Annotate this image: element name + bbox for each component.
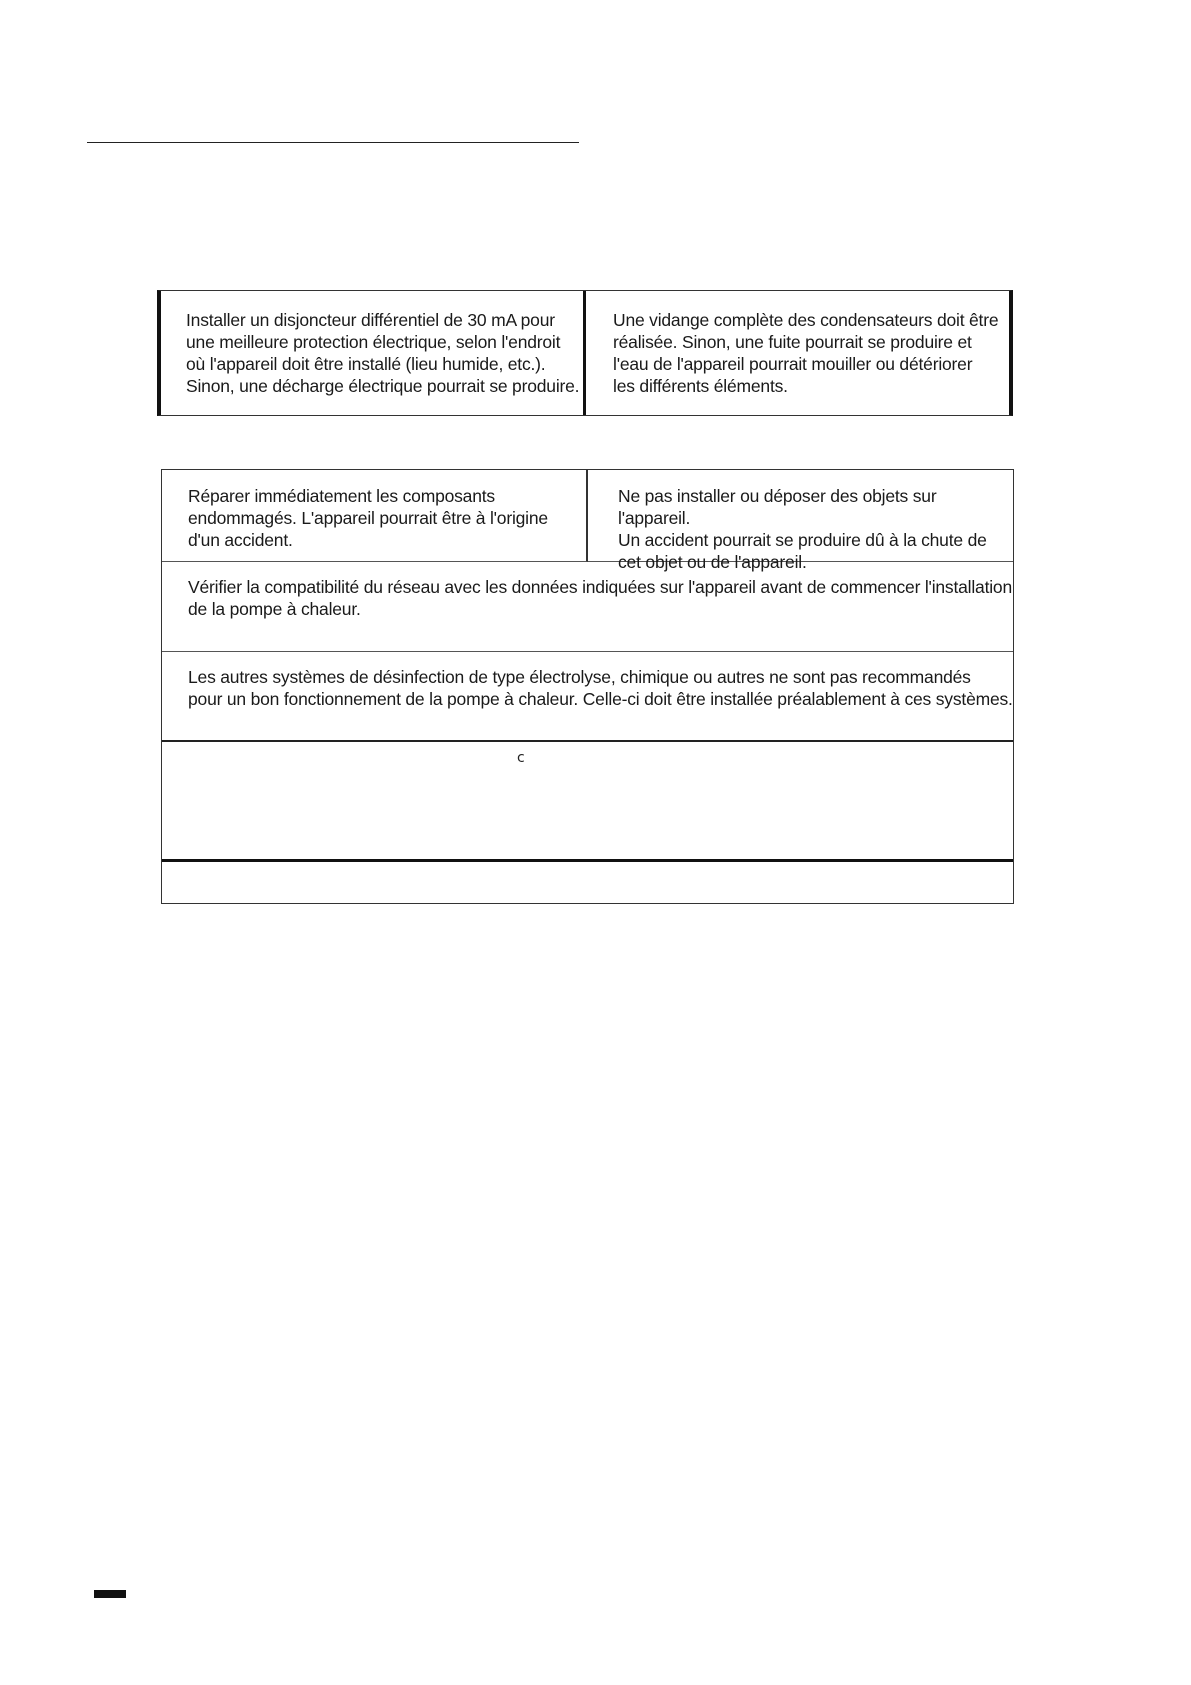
text-line: cet objet ou de l'appareil. (618, 552, 807, 572)
text-line: Sinon, une décharge électrique pourrait se produire. (186, 376, 580, 396)
page-number-bar (94, 1590, 126, 1598)
header-rule (87, 142, 579, 143)
text-line: de la pompe à chaleur. (188, 599, 361, 619)
text-line: pour un bon fonctionnement de la pompe à chaleur. Celle-ci doit être installée préalablement à ces systèmes. (188, 689, 1013, 709)
text-line: Un accident pourrait se produire dû à la chute de (618, 530, 987, 550)
text-line: d'un accident. (188, 530, 293, 550)
cell-empty-row (162, 742, 1013, 862)
cell-empty-footer-row (162, 862, 1013, 903)
text-line: Ne pas installer ou déposer des objets sur l'appareil. (618, 486, 937, 528)
stray-mark: c (517, 750, 525, 766)
text-line: où l'appareil doit être installé (lieu humide, etc.). (186, 354, 546, 374)
cell-differential-breaker (161, 291, 586, 415)
text-line: une meilleure protection électrique, selon l'endroit (186, 332, 561, 352)
cell-repair-components (162, 470, 588, 562)
cell-condenser-drain (589, 291, 1009, 415)
cell-network-compatibility (162, 562, 1013, 652)
text-line: Installer un disjoncteur différentiel de 30 mA pour (186, 310, 555, 330)
text-line: l'eau de l'appareil pourrait mouiller ou détériorer (613, 354, 973, 374)
cell-no-objects-on-unit (588, 470, 1013, 572)
text-line: les différents éléments. (613, 376, 788, 396)
text-line: Les autres systèmes de désinfection de type électrolyse, chimique ou autres ne sont pas recommandés (188, 667, 971, 687)
text-line: Réparer immédiatement les composants (188, 486, 495, 506)
text-line: réalisée. Sinon, une fuite pourrait se produire et (613, 332, 972, 352)
safety-table-1 (157, 290, 1013, 416)
text-line: Vérifier la compatibilité du réseau avec les données indiquées sur l'appareil avant de commencer l'installation (188, 577, 1012, 597)
safety-table-2 (161, 469, 1014, 904)
cell-disinfection-systems (162, 652, 1013, 742)
text-line: endommagés. L'appareil pourrait être à l'origine (188, 508, 548, 528)
text-line: Une vidange complète des condensateurs doit être (613, 310, 999, 330)
